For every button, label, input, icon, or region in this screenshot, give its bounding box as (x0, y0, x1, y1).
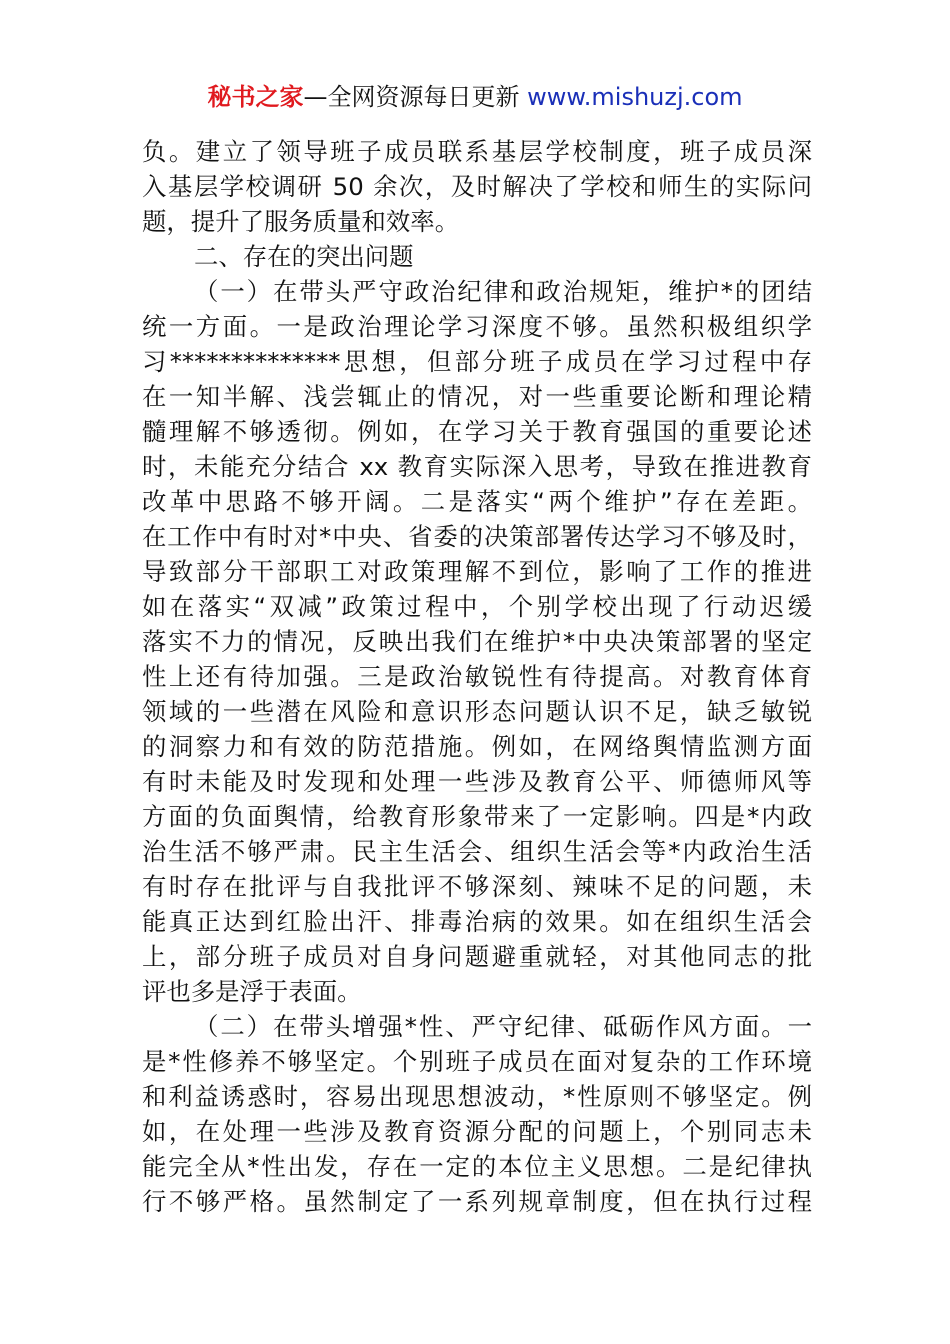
text-line: 习**************思想，但部分班子成员在学习过程中存 (142, 347, 812, 376)
site-tagline: —全网资源每日更新 (303, 83, 520, 111)
text-line: 在工作中有时对*中央、省委的决策部署传达学习不够及时， (142, 522, 812, 551)
text-line: 有时未能及时发现和处理一些涉及教育公平、师德师风等 (142, 767, 812, 796)
text-line: 评也多是浮于表面。 (142, 977, 362, 1006)
site-brand: 秘书之家 (207, 83, 304, 111)
document-body (142, 134, 812, 1219)
paragraph-first-line: （二）在带头增强*性、严守纪律、砥砺作风方面。一 (194, 1012, 812, 1041)
text-line: 负。建立了领导班子成员联系基层学校制度，班子成员深 (142, 137, 812, 166)
paragraph-first-line: （一）在带头严守政治纪律和政治规矩，维护*的团结 (194, 277, 812, 306)
text-line: 是*性修养不够坚定。个别班子成员在面对复杂的工作环境 (142, 1047, 812, 1076)
text-line: 行不够严格。虽然制定了一系列规章制度，但在执行过程 (142, 1187, 812, 1216)
text-line: 落实不力的情况，反映出我们在维护*中央决策部署的坚定 (142, 627, 812, 656)
text-line: 能真正达到红脸出汗、排毒治病的效果。如在组织生活会 (142, 907, 812, 936)
text-line: 导致部分干部职工对政策理解不到位，影响了工作的推进 (142, 557, 812, 586)
text-line: 上，部分班子成员对自身问题避重就轻，对其他同志的批 (142, 942, 812, 971)
text-line: 治生活不够严肃。民主生活会、组织生活会等*内政治生活 (142, 837, 812, 866)
text-line: 如，在处理一些涉及教育资源分配的问题上，个别同志未 (142, 1117, 812, 1146)
text-line: 题，提升了服务质量和效率。 (142, 207, 460, 236)
text-line: 的洞察力和有效的防范措施。例如，在网络舆情监测方面 (142, 732, 812, 761)
site-header (0, 80, 950, 114)
text-line: 入基层学校调研 50 余次，及时解决了学校和师生的实际问 (142, 172, 812, 201)
text-line: 性上还有待加强。三是政治敏锐性有待提高。对教育体育 (142, 662, 812, 691)
text-line: 有时存在批评与自我批评不够深刻、辣味不足的问题，未 (142, 872, 812, 901)
text-line: 如在落实“双减”政策过程中，个别学校出现了行动迟缓 (142, 592, 812, 621)
text-line: 能完全从*性出发，存在一定的本位主义思想。二是纪律执 (142, 1152, 812, 1181)
text-line: 在一知半解、浅尝辄止的情况，对一些重要论断和理论精 (142, 382, 812, 411)
text-line: 和利益诱惑时，容易出现思想波动，*性原则不够坚定。例 (142, 1082, 812, 1111)
text-line: 领域的一些潜在风险和意识形态问题认识不足，缺乏敏锐 (142, 697, 812, 726)
text-line: 髓理解不够透彻。例如，在学习关于教育强国的重要论述 (142, 417, 812, 446)
text-line: 方面的负面舆情，给教育形象带来了一定影响。四是*内政 (142, 802, 812, 831)
text-line: 统一方面。一是政治理论学习深度不够。虽然积极组织学 (142, 312, 812, 341)
text-line: 时，未能充分结合 xx 教育实际深入思考，导致在推进教育 (142, 452, 812, 481)
section-heading: 二、存在的突出问题 (194, 242, 414, 271)
site-url-link[interactable]: www.mishuzj.com (519, 83, 743, 111)
text-line: 改革中思路不够开阔。二是落实“两个维护”存在差距。 (142, 487, 812, 516)
